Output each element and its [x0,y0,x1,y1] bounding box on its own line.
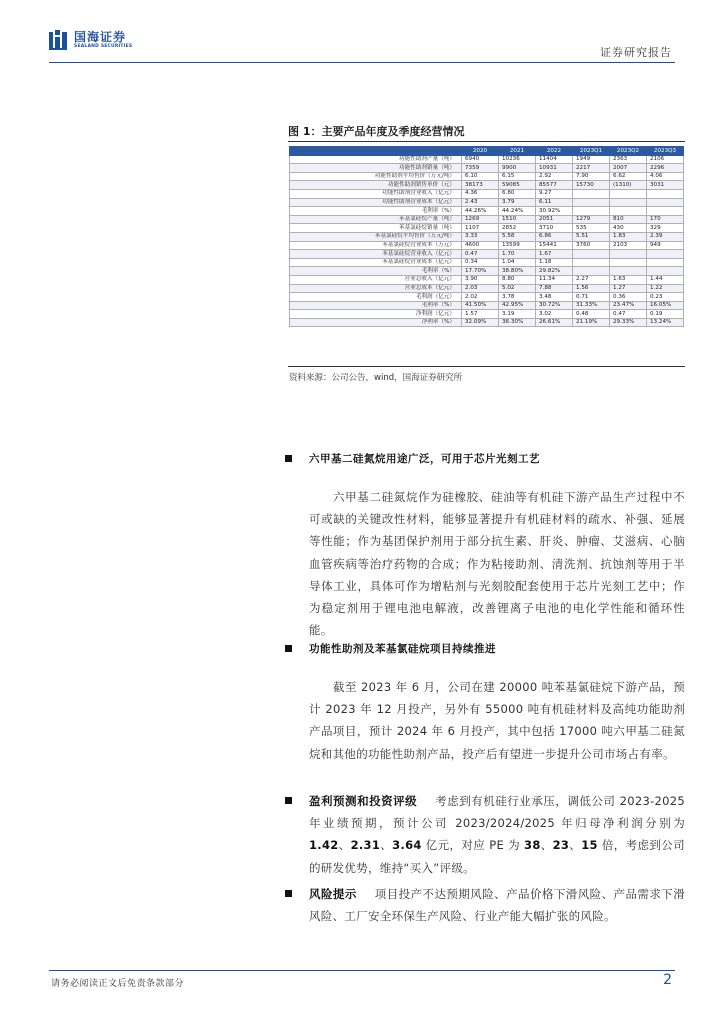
table-cell: 0.23 [647,293,684,302]
table-cell: 44.24% [499,207,536,216]
table-cell: 0.71 [573,293,610,302]
table-row [290,258,684,267]
column-header: 2023Q3 [647,147,684,156]
table-cell: 32.09% [462,318,499,327]
column-header: 2020 [462,147,499,156]
inline-title-risk: 风险提示 [309,887,357,901]
table-cell: 13599 [499,241,536,250]
section-body-risk [309,883,685,927]
section-body-projects: 截至 2023 年 6 月，公司在建 20000 吨苯基氯硅烷下游产品，预计 2023 年 12 月投产，另外有 55000 吨有机硅材料及高纯功能助剂产品项目，预计 2024 年 6 月投产，其中包括 17000 吨六甲基二硅氮烷和其他的功能性助剂产品，投产后有望进一步提升公司市场占有率。 [309,680,685,761]
table-row [290,172,684,181]
table-cell [610,267,647,276]
table-cell: 5.02 [499,284,536,293]
table-cell: 170 [647,215,684,224]
company-logo [49,30,132,50]
column-header [290,147,462,156]
table-cell: 1107 [462,224,499,233]
section-heading-risk [285,890,309,897]
row-label: 苯基氯硅烷营业收入（亿元） [290,250,462,259]
header-divider [49,62,675,63]
table-cell: 1510 [499,215,536,224]
table-row [290,293,684,302]
row-label: 功能性助剂产量（吨） [290,155,462,164]
section-heading-hmds [285,451,540,466]
column-header: 2023Q2 [610,147,647,156]
logo-chinese-name: 国海证券 [74,29,127,44]
table-row [290,215,684,224]
table-cell: 0.48 [573,310,610,319]
table-cell: 11.34 [536,275,573,284]
table-row [290,318,684,327]
row-label: 净利率（%） [290,318,462,327]
table-cell: 31.33% [573,301,610,310]
table-cell: 2.43 [462,198,499,207]
table-row [290,232,684,241]
table-cell: 430 [610,224,647,233]
table-cell: 1.18 [536,258,573,267]
pe-2023: 38 [524,838,541,853]
table-cell: 6940 [462,155,499,164]
table-cell: 2106 [647,155,684,164]
separator: 、 [380,838,393,853]
table-cell: 4.36 [462,189,499,198]
table-row [290,224,684,233]
forecast-text-2: 亿元，对应 PE 为 [421,838,525,853]
row-label: 苯基氯硅烷营业成本（万元） [290,241,462,250]
row-label: 毛利率（%） [290,207,462,216]
table-cell: 26.61% [536,318,573,327]
table-cell: 36.30% [499,318,536,327]
table-cell: 3760 [573,241,610,250]
table-cell [573,207,610,216]
row-label: 毛利润（亿元） [290,293,462,302]
row-label: 营业总收入（亿元） [290,275,462,284]
row-label: 功能性助剂平均售价（万元/吨） [290,172,462,181]
table-cell: (1310) [610,181,647,190]
table-cell: 15730 [573,181,610,190]
table-row [290,198,684,207]
table-cell: 9900 [499,164,536,173]
table-cell [610,250,647,259]
table-cell: 23.47% [610,301,647,310]
section-title: 六甲基二硅氮烷用途广泛，可用于芯片光刻工艺 [309,453,540,465]
table-cell: 30.92% [536,207,573,216]
table-row [290,189,684,198]
table-row [290,267,684,276]
table-cell: 13.24% [647,318,684,327]
table-cell: 30.72% [536,301,573,310]
net-profit-2023: 1.42 [309,838,339,853]
table-cell: 2.03 [462,284,499,293]
table-cell: 2007 [610,164,647,173]
table-cell: 7.88 [536,284,573,293]
forecast-text-3: 倍，考虑到公司的研发优势，维持“买入”评级。 [309,838,685,875]
table-cell [610,189,647,198]
forecast-text-1: 考虑到有机硅行业承压，调低公司 2023-2025 年业绩预期，预计公司 2023/2024/2025 年归母净利润分别为 [309,794,685,831]
bullet-square-icon [285,455,292,462]
table-cell: 3.33 [462,232,499,241]
table-cell: 85577 [536,181,573,190]
logo-mark-icon [49,30,69,50]
operations-table-container [289,146,684,327]
table-cell: 329 [647,224,684,233]
table-row [290,250,684,259]
table-cell: 41.50% [462,301,499,310]
figure-title: 图 1：主要产品年度及季度经营情况 [288,125,465,138]
table-cell: 4600 [462,241,499,250]
table-cell: 1.27 [610,284,647,293]
table-cell: 11404 [536,155,573,164]
table-cell: 44.26% [462,207,499,216]
table-cell: 4.06 [647,172,684,181]
table-cell: 1.04 [499,258,536,267]
table-cell: 1.44 [647,275,684,284]
table-cell: 42.95% [499,301,536,310]
row-label: 营业总成本（亿元） [290,284,462,293]
table-cell [573,258,610,267]
table-cell: 2217 [573,164,610,173]
net-profit-2024: 2.31 [350,838,381,853]
table-cell: 3.48 [536,293,573,302]
table-cell: 21.19% [573,318,610,327]
table-cell: 0.36 [610,293,647,302]
table-row [290,207,684,216]
table-cell: 1.22 [647,284,684,293]
table-cell: 2363 [610,155,647,164]
table-cell: 949 [647,241,684,250]
table-cell: 17.70% [462,267,499,276]
table-cell: 6.15 [499,172,536,181]
table-cell: 0.34 [462,258,499,267]
column-header: 2021 [499,147,536,156]
figure-top-rule [288,141,685,142]
bullet-square-icon [285,645,292,652]
table-cell: 7359 [462,164,499,173]
table-cell [610,258,647,267]
table-cell: 1.83 [610,232,647,241]
table-cell: 3031 [647,181,684,190]
table-row [290,284,684,293]
pe-2025: 15 [581,838,598,853]
table-cell: 2.39 [647,232,684,241]
table-cell [573,198,610,207]
disclaimer-note: 请务必阅读正文后免责条款部分 [51,979,185,989]
table-cell: 535 [573,224,610,233]
section-heading-projects [285,641,496,656]
row-label: 苯基氯硅烷销量（吨） [290,224,462,233]
separator: 、 [569,838,582,853]
table-cell: 3.19 [499,310,536,319]
table-cell: 1.70 [499,250,536,259]
table-cell: 2296 [647,164,684,173]
row-label: 功能性助剂销售单价（元） [290,181,462,190]
table-row [290,164,684,173]
table-cell [573,250,610,259]
row-label: 净利润（亿元） [290,310,462,319]
row-label: 功能性助剂营业收入（亿元） [290,189,462,198]
section-title: 功能性助剂及苯基氯硅烷项目持续推进 [309,643,496,655]
section-heading-forecast [285,797,309,804]
table-cell: 38.80% [499,267,536,276]
table-cell: 29.33% [610,318,647,327]
table-cell: 1.57 [462,310,499,319]
table-row [290,241,684,250]
table-cell: 15441 [536,241,573,250]
table-row [290,155,684,164]
net-profit-2025: 3.64 [392,838,422,853]
table-cell: 3.90 [462,275,499,284]
table-cell: 6.86 [536,232,573,241]
table-cell: 2103 [610,241,647,250]
table-cell: 1269 [462,215,499,224]
table-cell: 2.02 [462,293,499,302]
table-cell: 29.82% [536,267,573,276]
table-cell: 1279 [573,215,610,224]
table-cell: 2.27 [573,275,610,284]
table-row [290,275,684,284]
section-body-forecast [309,790,685,879]
table-cell: 9.27 [536,189,573,198]
row-label: 苯基氯硅烷营业成本（亿元） [290,258,462,267]
table-cell: 1.63 [610,275,647,284]
bullet-square-icon [285,890,292,897]
table-cell: 2852 [499,224,536,233]
table-cell: 3.79 [499,198,536,207]
footer-divider [49,970,675,971]
table-cell: 10236 [499,155,536,164]
operations-table [289,146,684,327]
table-cell: 2051 [536,215,573,224]
table-cell: 38173 [462,181,499,190]
table-header-row [290,147,684,156]
table-cell [647,258,684,267]
table-cell: 810 [610,215,647,224]
row-label: 苯基氯硅烷平均售价（万元/吨） [290,232,462,241]
report-type-label: 证券研究报告 [600,46,672,59]
table-cell: 6.80 [499,189,536,198]
table-cell: 2.92 [536,172,573,181]
table-cell: 3.02 [536,310,573,319]
table-cell: 8.80 [499,275,536,284]
table-row [290,301,684,310]
table-row [290,181,684,190]
table-row [290,310,684,319]
table-cell [610,207,647,216]
table-cell: 0.47 [462,250,499,259]
table-cell: 10931 [536,164,573,173]
table-cell [647,207,684,216]
table-cell: 5.58 [499,232,536,241]
row-label: 功能性助剂销量（吨） [290,164,462,173]
row-label: 苯基氯硅烷产量（吨） [290,215,462,224]
row-label: 毛利率（%） [290,267,462,276]
pe-2024: 23 [552,838,570,853]
table-cell [610,198,647,207]
table-cell [647,189,684,198]
table-cell: 3710 [536,224,573,233]
risk-text: 项目投产不达预期风险、产品价格下滑风险、产品需求下滑风险、工厂安全环保生产风险、行业产能大幅扩张的风险。 [309,887,686,924]
table-cell: 16.05% [647,301,684,310]
row-label: 功能性助剂营业成本（亿元） [290,198,462,207]
figure-source: 资料来源：公司公告，wind，国海证券研究所 [289,373,463,383]
table-cell: 1949 [573,155,610,164]
table-cell [647,250,684,259]
table-cell: 1.67 [536,250,573,259]
table-cell: 1.56 [573,284,610,293]
table-cell: 7.90 [573,172,610,181]
table-cell: 6.62 [610,172,647,181]
page-number: 2 [663,972,672,988]
inline-title-forecast: 盈利预测和投资评级 [309,794,418,808]
table-cell [573,267,610,276]
table-cell: 6.10 [462,172,499,181]
separator: 、 [338,838,351,853]
column-header: 2023Q1 [573,147,610,156]
table-cell: 0.19 [647,310,684,319]
table-cell: 6.11 [536,198,573,207]
table-cell [573,189,610,198]
table-cell [647,198,684,207]
table-cell: 59085 [499,181,536,190]
table-cell: 5.51 [573,232,610,241]
separator: 、 [540,838,553,853]
bullet-square-icon [285,797,292,804]
table-cell: 0.47 [610,310,647,319]
figure-bottom-rule [288,366,685,367]
section-body-hmds: 六甲基二硅氮烷作为硅橡胶、硅油等有机硅下游产品生产过程中不可或缺的关键改性材料，能够显著提升有机硅材料的疏水、补强、延展等性能；作为基团保护剂用于部分抗生素、肝炎、肿瘤、艾滋病、心脑血管疾病等治疗药物的合成；作为粘接助剂、清洗剂、抗蚀剂等用于半导体工业，具体可作为增粘剂与光刻胶配套使用于芯片光刻工艺中；作为稳定剂用于锂电池电解液，改善锂离子电池的电化学性能和循环性能。 [309,490,685,638]
table-cell [647,267,684,276]
row-label: 毛利率（%） [290,301,462,310]
table-cell: 3.78 [499,293,536,302]
column-header: 2022 [536,147,573,156]
logo-english-name: SEALAND SECURITIES [74,43,133,49]
